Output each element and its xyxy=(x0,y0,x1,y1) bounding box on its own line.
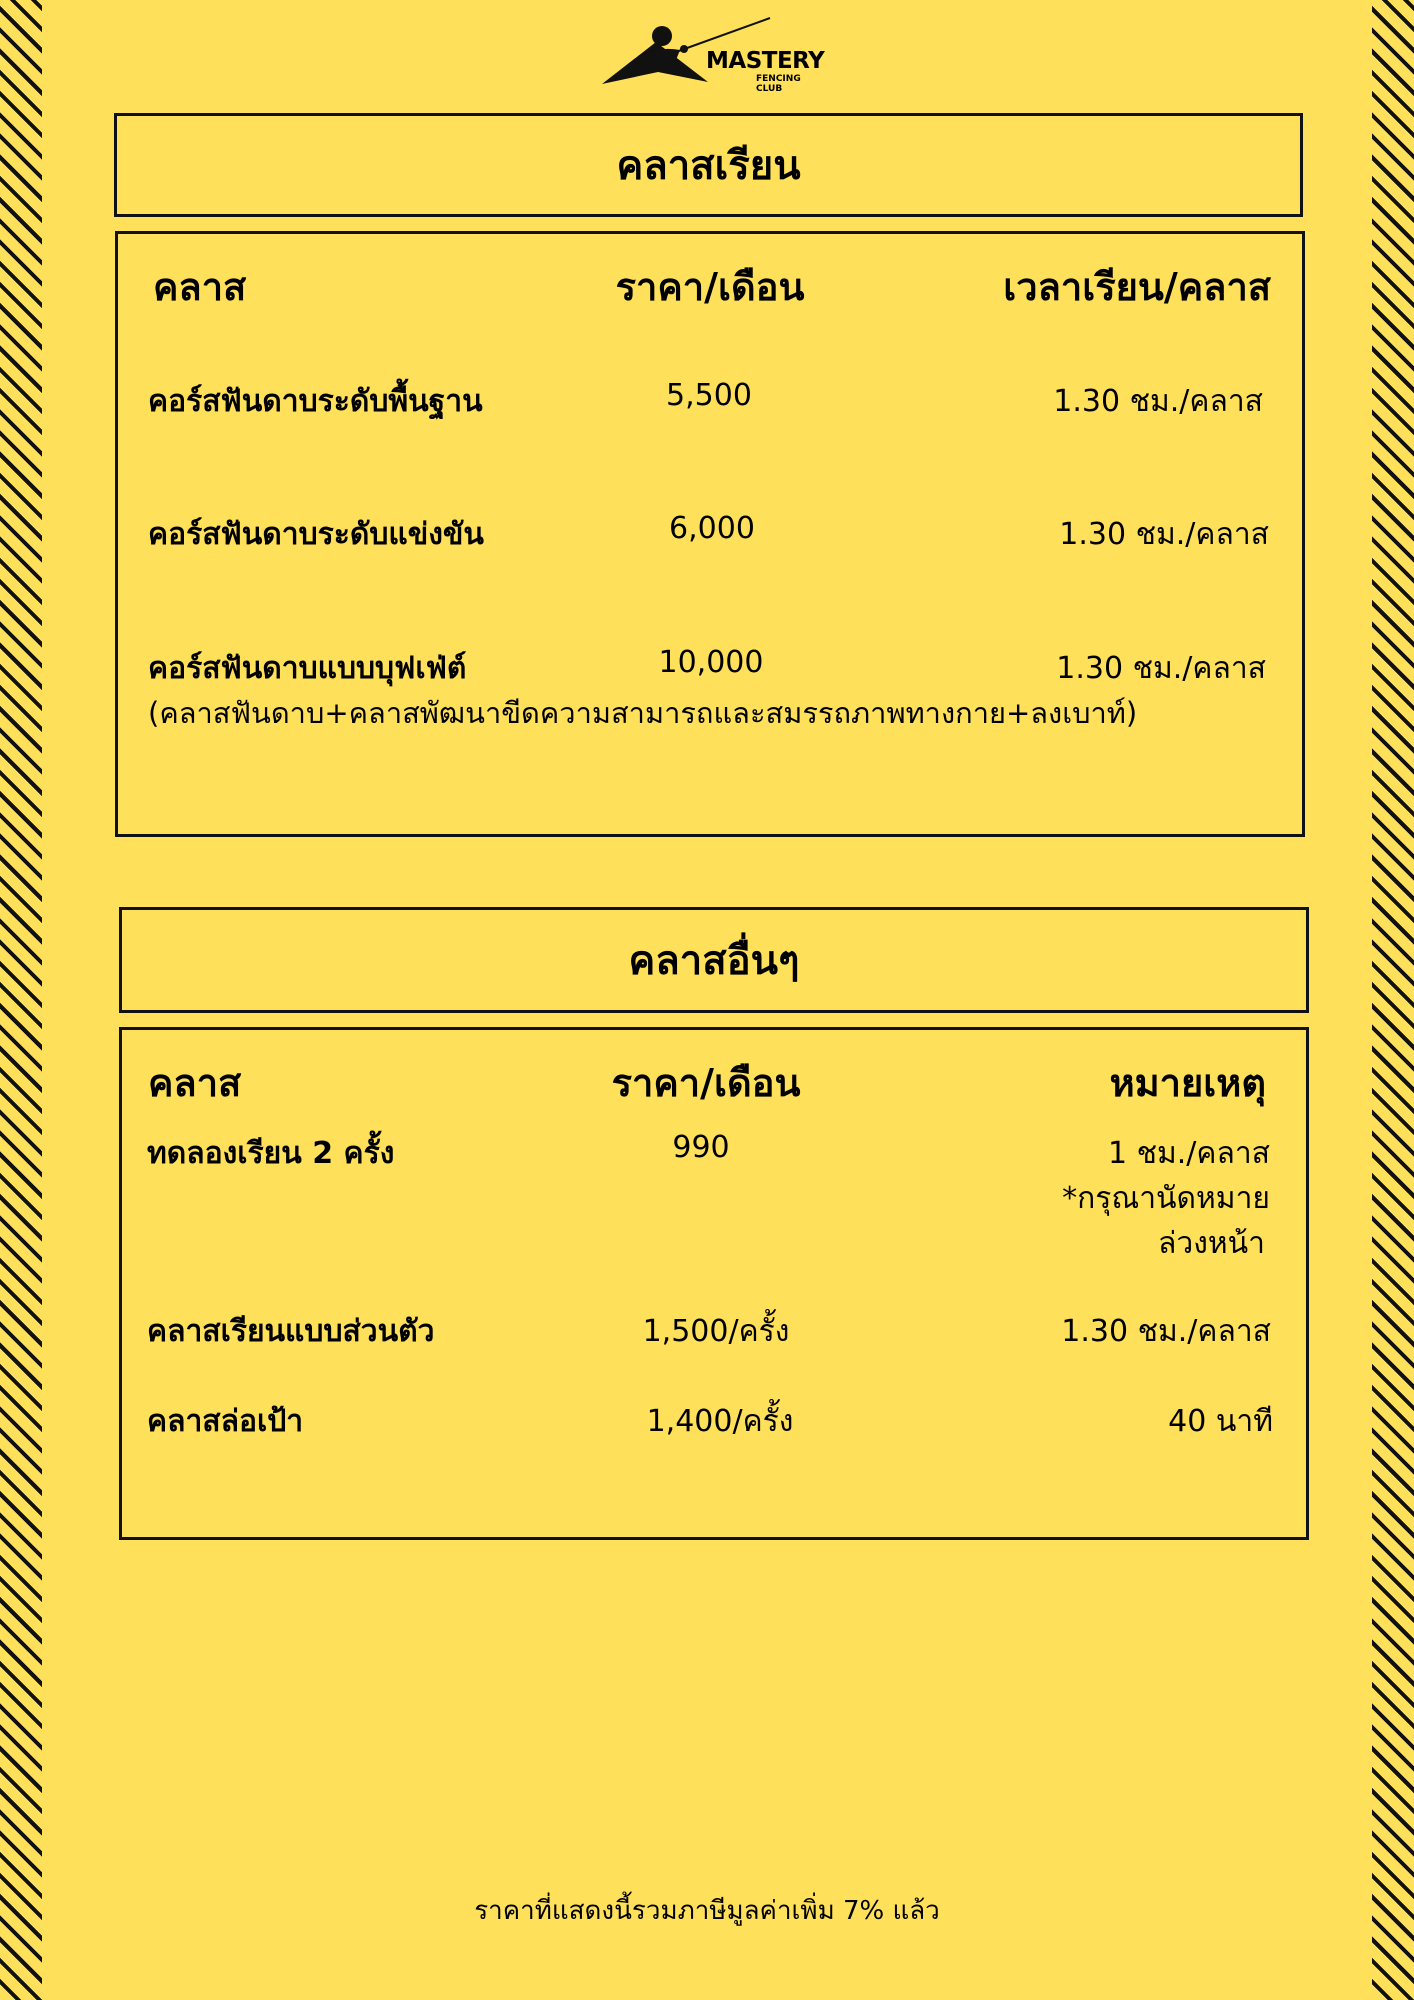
section1-header-price: ราคา/เดือน xyxy=(615,265,805,309)
table-row-price: 5,500 xyxy=(666,378,752,413)
left-stripe-border xyxy=(0,0,42,2000)
vat-footnote: ราคาที่แสดงนี้รวมภาษีมูลค่าเพิ่ม 7% แล้ว xyxy=(474,1896,940,1926)
table-row-name: คอร์สฟันดาบระดับแข่งขัน xyxy=(148,517,484,552)
table-row-remark: ล่วงหน้า xyxy=(1157,1226,1265,1261)
table-row-name: ทดลองเรียน 2 ครั้ง xyxy=(147,1136,395,1171)
table-row-duration: 1.30 ชม./คลาส xyxy=(1056,651,1266,686)
table-row-price: 1,400/ครั้ง xyxy=(646,1404,794,1439)
table-row-price: 6,000 xyxy=(669,511,755,546)
brand-name: MASTERY xyxy=(706,48,825,74)
table-row-duration: 1.30 ชม./คลาส xyxy=(1053,384,1263,419)
table-row-remark: 1.30 ชม./คลาส xyxy=(1061,1314,1271,1349)
right-stripe-border xyxy=(1372,0,1414,2000)
brand-subtitle: FENCING CLUB xyxy=(756,74,801,94)
table-row-remark: *กรุณานัดหมาย xyxy=(1062,1181,1270,1216)
section1-title: คลาสเรียน xyxy=(616,143,801,189)
table-row-name: คอร์สฟันดาบแบบบุฟเฟ่ต์ xyxy=(148,651,467,686)
section2-title-box xyxy=(119,907,1309,1013)
table-row-name: คลาสเรียนแบบส่วนตัว xyxy=(147,1314,435,1349)
brand-logo xyxy=(598,16,825,94)
table-row-price: 10,000 xyxy=(658,645,764,680)
table-row-price: 1,500/ครั้ง xyxy=(642,1314,790,1349)
table-row-note: (คลาสฟันดาบ+คลาสพัฒนาขีดความสามารถและสมรรถภาพทางกาย+ลงเบาท์) xyxy=(148,696,1138,730)
section2-header-class: คลาส xyxy=(148,1061,242,1105)
section1-header-class: คลาส xyxy=(153,265,247,309)
section2-header-price: ราคา/เดือน xyxy=(611,1061,801,1105)
section2-header-remark: หมายเหตุ xyxy=(1109,1061,1266,1105)
table-row-name: คลาสล่อเป้า xyxy=(147,1404,304,1439)
table-row-price: 990 xyxy=(672,1130,730,1165)
section1-header-duration: เวลาเรียน/คลาส xyxy=(1003,265,1271,309)
section2-title: คลาสอื่นๆ xyxy=(628,938,800,984)
section1-title-box xyxy=(114,113,1303,217)
table-row-duration: 1.30 ชม./คลาส xyxy=(1059,517,1269,552)
table-row-name: คอร์สฟันดาบระดับพื้นฐาน xyxy=(148,384,483,419)
table-row-remark: 1 ชม./คลาส xyxy=(1107,1136,1270,1171)
table-row-remark: 40 นาที xyxy=(1168,1404,1273,1439)
